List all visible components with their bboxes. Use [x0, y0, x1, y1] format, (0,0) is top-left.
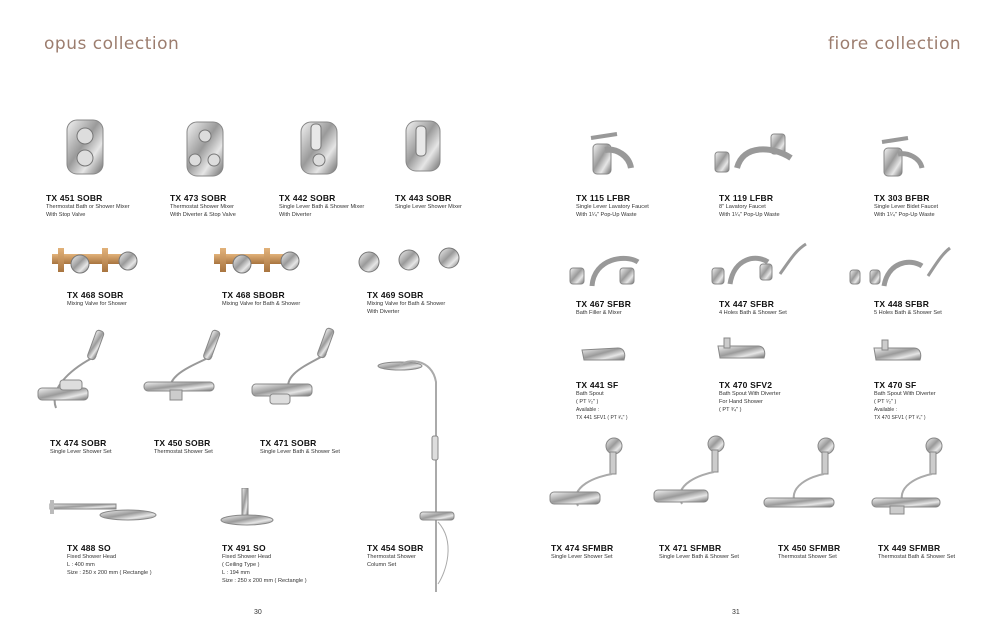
- product-desc-line: Bath Filler & Mixer: [576, 310, 622, 316]
- product-code: TX 468 SOBR: [67, 290, 124, 300]
- product-image-tx449sfmbr: [870, 436, 950, 536]
- product-desc-line: Mixing Valve for Bath & Shower: [367, 301, 446, 307]
- product-image-tx470sfv2: [714, 336, 768, 366]
- product-tx468sbobr: [222, 290, 300, 308]
- product-tx119lfbr: [719, 193, 780, 219]
- product-code: TX 469 SOBR: [367, 290, 424, 300]
- product-code: TX 474 SFMBR: [551, 543, 614, 553]
- product-tx449sfmbr: [878, 543, 955, 561]
- product-code: TX 442 SOBR: [279, 193, 336, 203]
- product-desc-line: Single Lever Shower Set: [551, 554, 613, 560]
- product-desc-line: With Diverter: [367, 309, 400, 315]
- product-code: TX 303 BFBR: [874, 193, 930, 203]
- product-image-tx471sobr: [250, 324, 336, 434]
- product-code: TX 474 SOBR: [50, 438, 107, 448]
- product-tx470sfv2: [719, 380, 781, 414]
- product-desc-line: With 1¹⁄₄" Pop-Up Waste: [874, 212, 935, 218]
- product-image-tx470sf: [870, 338, 924, 366]
- product-code: TX 470 SF: [874, 380, 917, 390]
- product-desc-line: Single Lever Shower Set: [50, 449, 112, 455]
- product-desc-line: Thermostat Shower Mixer: [170, 204, 235, 210]
- product-desc-line: Thermostat Bath or Shower Mixer: [46, 204, 130, 210]
- fiore-collection-heading: fiore collection: [828, 34, 962, 54]
- product-image-tx448sfbr: [848, 244, 954, 290]
- product-code: TX 448 SFBR: [874, 299, 930, 309]
- product-tx450sfmbr: [778, 543, 840, 561]
- product-tx488so: [67, 543, 152, 577]
- product-image-tx450sfmbr: [762, 436, 842, 536]
- product-tx467sfbr: [576, 299, 631, 317]
- product-image-tx303bfbr: [872, 134, 928, 180]
- product-tx469sobr: [367, 290, 445, 316]
- product-desc-line: Single Lever Bidet Faucet: [874, 204, 939, 210]
- product-image-tx468sobr: [48, 244, 142, 278]
- product-tx471sfmbr: [659, 543, 739, 561]
- product-desc-line: Thermostat Shower Set: [778, 554, 837, 560]
- product-desc-line: Single Lever Bath & Shower Mixer: [279, 204, 365, 210]
- product-desc-line: Size : 250 x 200 mm ( Rectangle ): [222, 578, 307, 584]
- product-desc-line: Available :: [874, 407, 897, 413]
- product-desc-line: Fixed Shower Head: [67, 554, 117, 560]
- product-desc-line: ( PT ³⁄₄" ): [719, 407, 742, 413]
- product-code: TX 451 SOBR: [46, 193, 103, 203]
- product-desc-line: Thermostat Shower: [367, 554, 416, 560]
- product-tx447sfbr: [719, 299, 787, 317]
- product-code: TX 467 SFBR: [576, 299, 632, 309]
- product-desc-line: TX 441 SFV1 ( PT ³⁄₄" ): [576, 415, 628, 421]
- product-tx491so: [222, 543, 307, 585]
- product-tx454sobr: [367, 543, 424, 569]
- product-code: TX 441 SF: [576, 380, 619, 390]
- product-desc-line: Single Lever Bath & Shower Set: [260, 449, 340, 455]
- product-tx115lfbr: [576, 193, 649, 219]
- product-image-tx488so: [48, 498, 160, 526]
- product-image-tx474sobr: [36, 326, 116, 436]
- product-tx470sf: [874, 380, 936, 422]
- product-tx303bfbr: [874, 193, 938, 219]
- product-code: TX 450 SFMBR: [778, 543, 841, 553]
- product-desc-line: L : 400 mm: [67, 562, 95, 568]
- product-desc-line: Column Set: [367, 562, 397, 568]
- product-image-tx467sfbr: [568, 248, 644, 290]
- product-code: TX 450 SOBR: [154, 438, 211, 448]
- product-desc-line: ( PT ¹⁄₂" ): [576, 399, 599, 405]
- product-image-tx447sfbr: [710, 240, 810, 290]
- product-image-tx119lfbr: [713, 128, 797, 180]
- product-desc-line: Mixing Valve for Bath & Shower: [222, 301, 301, 307]
- product-image-tx491so: [218, 488, 276, 528]
- product-desc-line: Single Lever Bath & Shower Set: [659, 554, 739, 560]
- product-desc-line: Bath Spout: [576, 391, 604, 397]
- product-desc-line: Available :: [576, 407, 599, 413]
- product-desc-line: With 1¹⁄₄" Pop-Up Waste: [719, 212, 780, 218]
- product-tx450sobr: [154, 438, 213, 456]
- product-desc-line: With 1¹⁄₄" Pop-Up Waste: [576, 212, 637, 218]
- product-code: TX 443 SOBR: [395, 193, 452, 203]
- product-desc-line: Single Lever Lavatory Faucet: [576, 204, 649, 210]
- product-desc-line: 5 Holes Bath & Shower Set: [874, 310, 942, 316]
- product-image-tx473sobr: [185, 120, 225, 178]
- product-image-tx451sobr: [65, 118, 105, 176]
- product-code: TX 491 SO: [222, 543, 266, 553]
- product-code: TX 468 SBOBR: [222, 290, 285, 300]
- product-tx441sf: [576, 380, 628, 422]
- product-tx474sobr: [50, 438, 112, 456]
- product-tx448sfbr: [874, 299, 942, 317]
- product-desc-line: For Hand Shower: [719, 399, 763, 405]
- product-desc-line: Thermostat Bath & Shower Set: [878, 554, 956, 560]
- product-code: TX 473 SOBR: [170, 193, 227, 203]
- product-code: TX 454 SOBR: [367, 543, 424, 553]
- product-image-tx471sfmbr: [652, 434, 732, 534]
- product-image-tx469sobr: [355, 246, 465, 276]
- product-image-tx442sobr: [297, 118, 343, 178]
- product-desc-line: TX 470 SFV1 ( PT ³⁄₄" ): [874, 415, 926, 421]
- product-code: TX 119 LFBR: [719, 193, 774, 203]
- product-desc-line: ( Ceiling Type ): [222, 562, 260, 568]
- page-number-left: 30: [254, 609, 262, 616]
- product-tx474sfmbr: [551, 543, 613, 561]
- product-desc-line: Single Lever Shower Mixer: [395, 204, 462, 210]
- product-desc-line: Mixing Valve for Shower: [67, 301, 127, 307]
- product-code: TX 488 SO: [67, 543, 111, 553]
- product-desc-line: With Diverter: [279, 212, 312, 218]
- product-desc-line: With Stop Valve: [46, 212, 86, 218]
- product-image-tx450sobr: [142, 326, 222, 436]
- product-tx442sobr: [279, 193, 364, 219]
- product-desc-line: Bath Spout With Diverter: [719, 391, 781, 397]
- product-code: TX 449 SFMBR: [878, 543, 941, 553]
- product-desc-line: Bath Spout With Diverter: [874, 391, 936, 397]
- product-tx473sobr: [170, 193, 236, 219]
- product-desc-line: 4 Holes Bath & Shower Set: [719, 310, 787, 316]
- product-code: TX 470 SFV2: [719, 380, 773, 390]
- product-image-tx468sbobr: [210, 244, 304, 278]
- page-number-right: 31: [732, 609, 740, 616]
- product-image-tx474sfmbr: [548, 436, 630, 536]
- product-image-tx441sf: [578, 342, 628, 368]
- opus-collection-heading: opus collection: [44, 34, 180, 54]
- product-desc-line: 8" Lavatory Faucet: [719, 204, 766, 210]
- product-tx468sobr: [67, 290, 127, 308]
- product-code: TX 447 SFBR: [719, 299, 775, 309]
- product-image-tx443sobr: [403, 118, 443, 174]
- product-desc-line: Thermostat Shower Set: [154, 449, 213, 455]
- product-tx471sobr: [260, 438, 340, 456]
- product-code: TX 115 LFBR: [576, 193, 631, 203]
- product-desc-line: With Diverter & Stop Valve: [170, 212, 236, 218]
- product-tx451sobr: [46, 193, 130, 219]
- product-desc-line: L : 194 mm: [222, 570, 250, 576]
- product-image-tx115lfbr: [577, 128, 637, 178]
- product-tx443sobr: [395, 193, 462, 211]
- product-desc-line: ( PT ¹⁄₂" ): [874, 399, 897, 405]
- product-desc-line: Size : 250 x 200 mm ( Rectangle ): [67, 570, 152, 576]
- product-code: TX 471 SFMBR: [659, 543, 722, 553]
- product-desc-line: Fixed Shower Head: [222, 554, 272, 560]
- product-code: TX 471 SOBR: [260, 438, 317, 448]
